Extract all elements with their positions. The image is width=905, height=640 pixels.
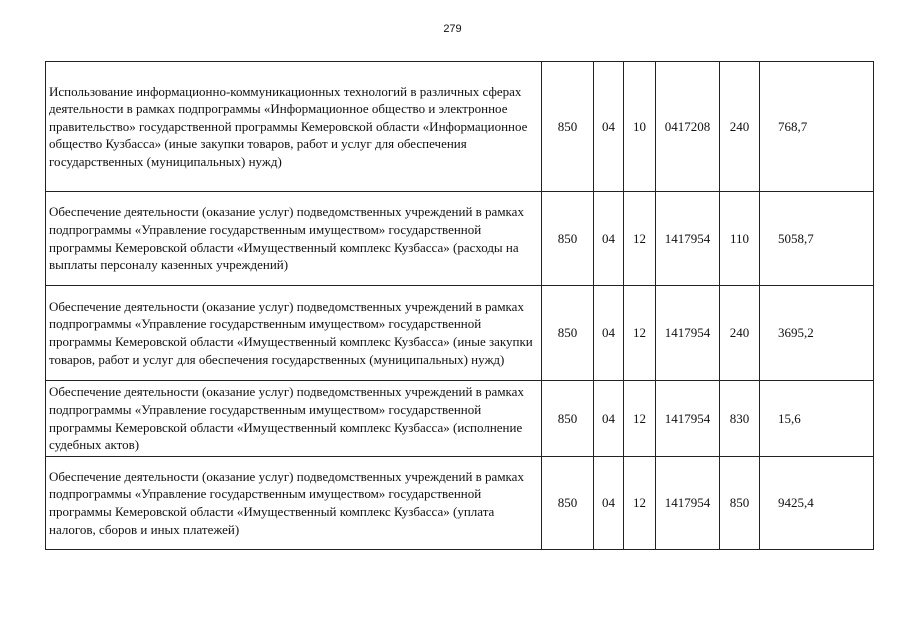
row-description: Использование информационно-коммуникационных технологий в различных сферах деятельности в рамках подпрограммы «Информационное общество и электронное правительство» государственной программы Кемеровской области «Информационное общество Кузбасса» (иные закупки товаров, работ и услуг для обеспечения государственных (муниципальных) нужд) xyxy=(46,62,542,192)
target-article-code: 1417954 xyxy=(656,381,720,457)
amount-value: 9425,4 xyxy=(760,457,874,550)
amount-value: 15,6 xyxy=(760,381,874,457)
section-code: 04 xyxy=(594,381,624,457)
table-row xyxy=(46,192,874,286)
section-code: 04 xyxy=(594,192,624,286)
table-row xyxy=(46,286,874,381)
expense-type-code: 240 xyxy=(720,62,760,192)
target-article-code: 1417954 xyxy=(656,192,720,286)
section-code: 04 xyxy=(594,286,624,381)
row-description: Обеспечение деятельности (оказание услуг) подведомственных учреждений в рамках подпрограммы «Управление государственным имуществом» государственной программы Кемеровской области «Имущественный комплекс Кузбасса» (исполнение судебных актов) xyxy=(46,381,542,457)
page-number: 279 xyxy=(443,23,462,35)
amount-value: 5058,7 xyxy=(760,192,874,286)
amount-value: 3695,2 xyxy=(760,286,874,381)
target-article-code: 0417208 xyxy=(656,62,720,192)
budget-table xyxy=(45,61,874,550)
target-article-code: 1417954 xyxy=(656,457,720,550)
ministry-code: 850 xyxy=(542,192,594,286)
row-description: Обеспечение деятельности (оказание услуг) подведомственных учреждений в рамках подпрограммы «Управление государственным имуществом» государственной программы Кемеровской области «Имущественный комплекс Кузбасса» (иные закупки товаров, работ и услуг для обеспечения государственных (муниципальных) нужд) xyxy=(46,286,542,381)
section-code: 04 xyxy=(594,62,624,192)
target-article-code: 1417954 xyxy=(656,286,720,381)
ministry-code: 850 xyxy=(542,62,594,192)
subsection-code: 10 xyxy=(624,62,656,192)
row-description: Обеспечение деятельности (оказание услуг) подведомственных учреждений в рамках подпрограммы «Управление государственным имуществом» государственной программы Кемеровской области «Имущественный комплекс Кузбасса» (уплата налогов, сборов и иных платежей) xyxy=(46,457,542,550)
expense-type-code: 110 xyxy=(720,192,760,286)
subsection-code: 12 xyxy=(624,286,656,381)
ministry-code: 850 xyxy=(542,286,594,381)
subsection-code: 12 xyxy=(624,457,656,550)
table-row xyxy=(46,62,874,192)
subsection-code: 12 xyxy=(624,381,656,457)
table-row xyxy=(46,457,874,550)
table-row xyxy=(46,381,874,457)
row-description: Обеспечение деятельности (оказание услуг) подведомственных учреждений в рамках подпрограммы «Управление государственным имуществом» государственной программы Кемеровской области «Имущественный комплекс Кузбасса» (расходы на выплаты персоналу казенных учреждений) xyxy=(46,192,542,286)
expense-type-code: 240 xyxy=(720,286,760,381)
section-code: 04 xyxy=(594,457,624,550)
ministry-code: 850 xyxy=(542,457,594,550)
expense-type-code: 830 xyxy=(720,381,760,457)
subsection-code: 12 xyxy=(624,192,656,286)
ministry-code: 850 xyxy=(542,381,594,457)
expense-type-code: 850 xyxy=(720,457,760,550)
amount-value: 768,7 xyxy=(760,62,874,192)
